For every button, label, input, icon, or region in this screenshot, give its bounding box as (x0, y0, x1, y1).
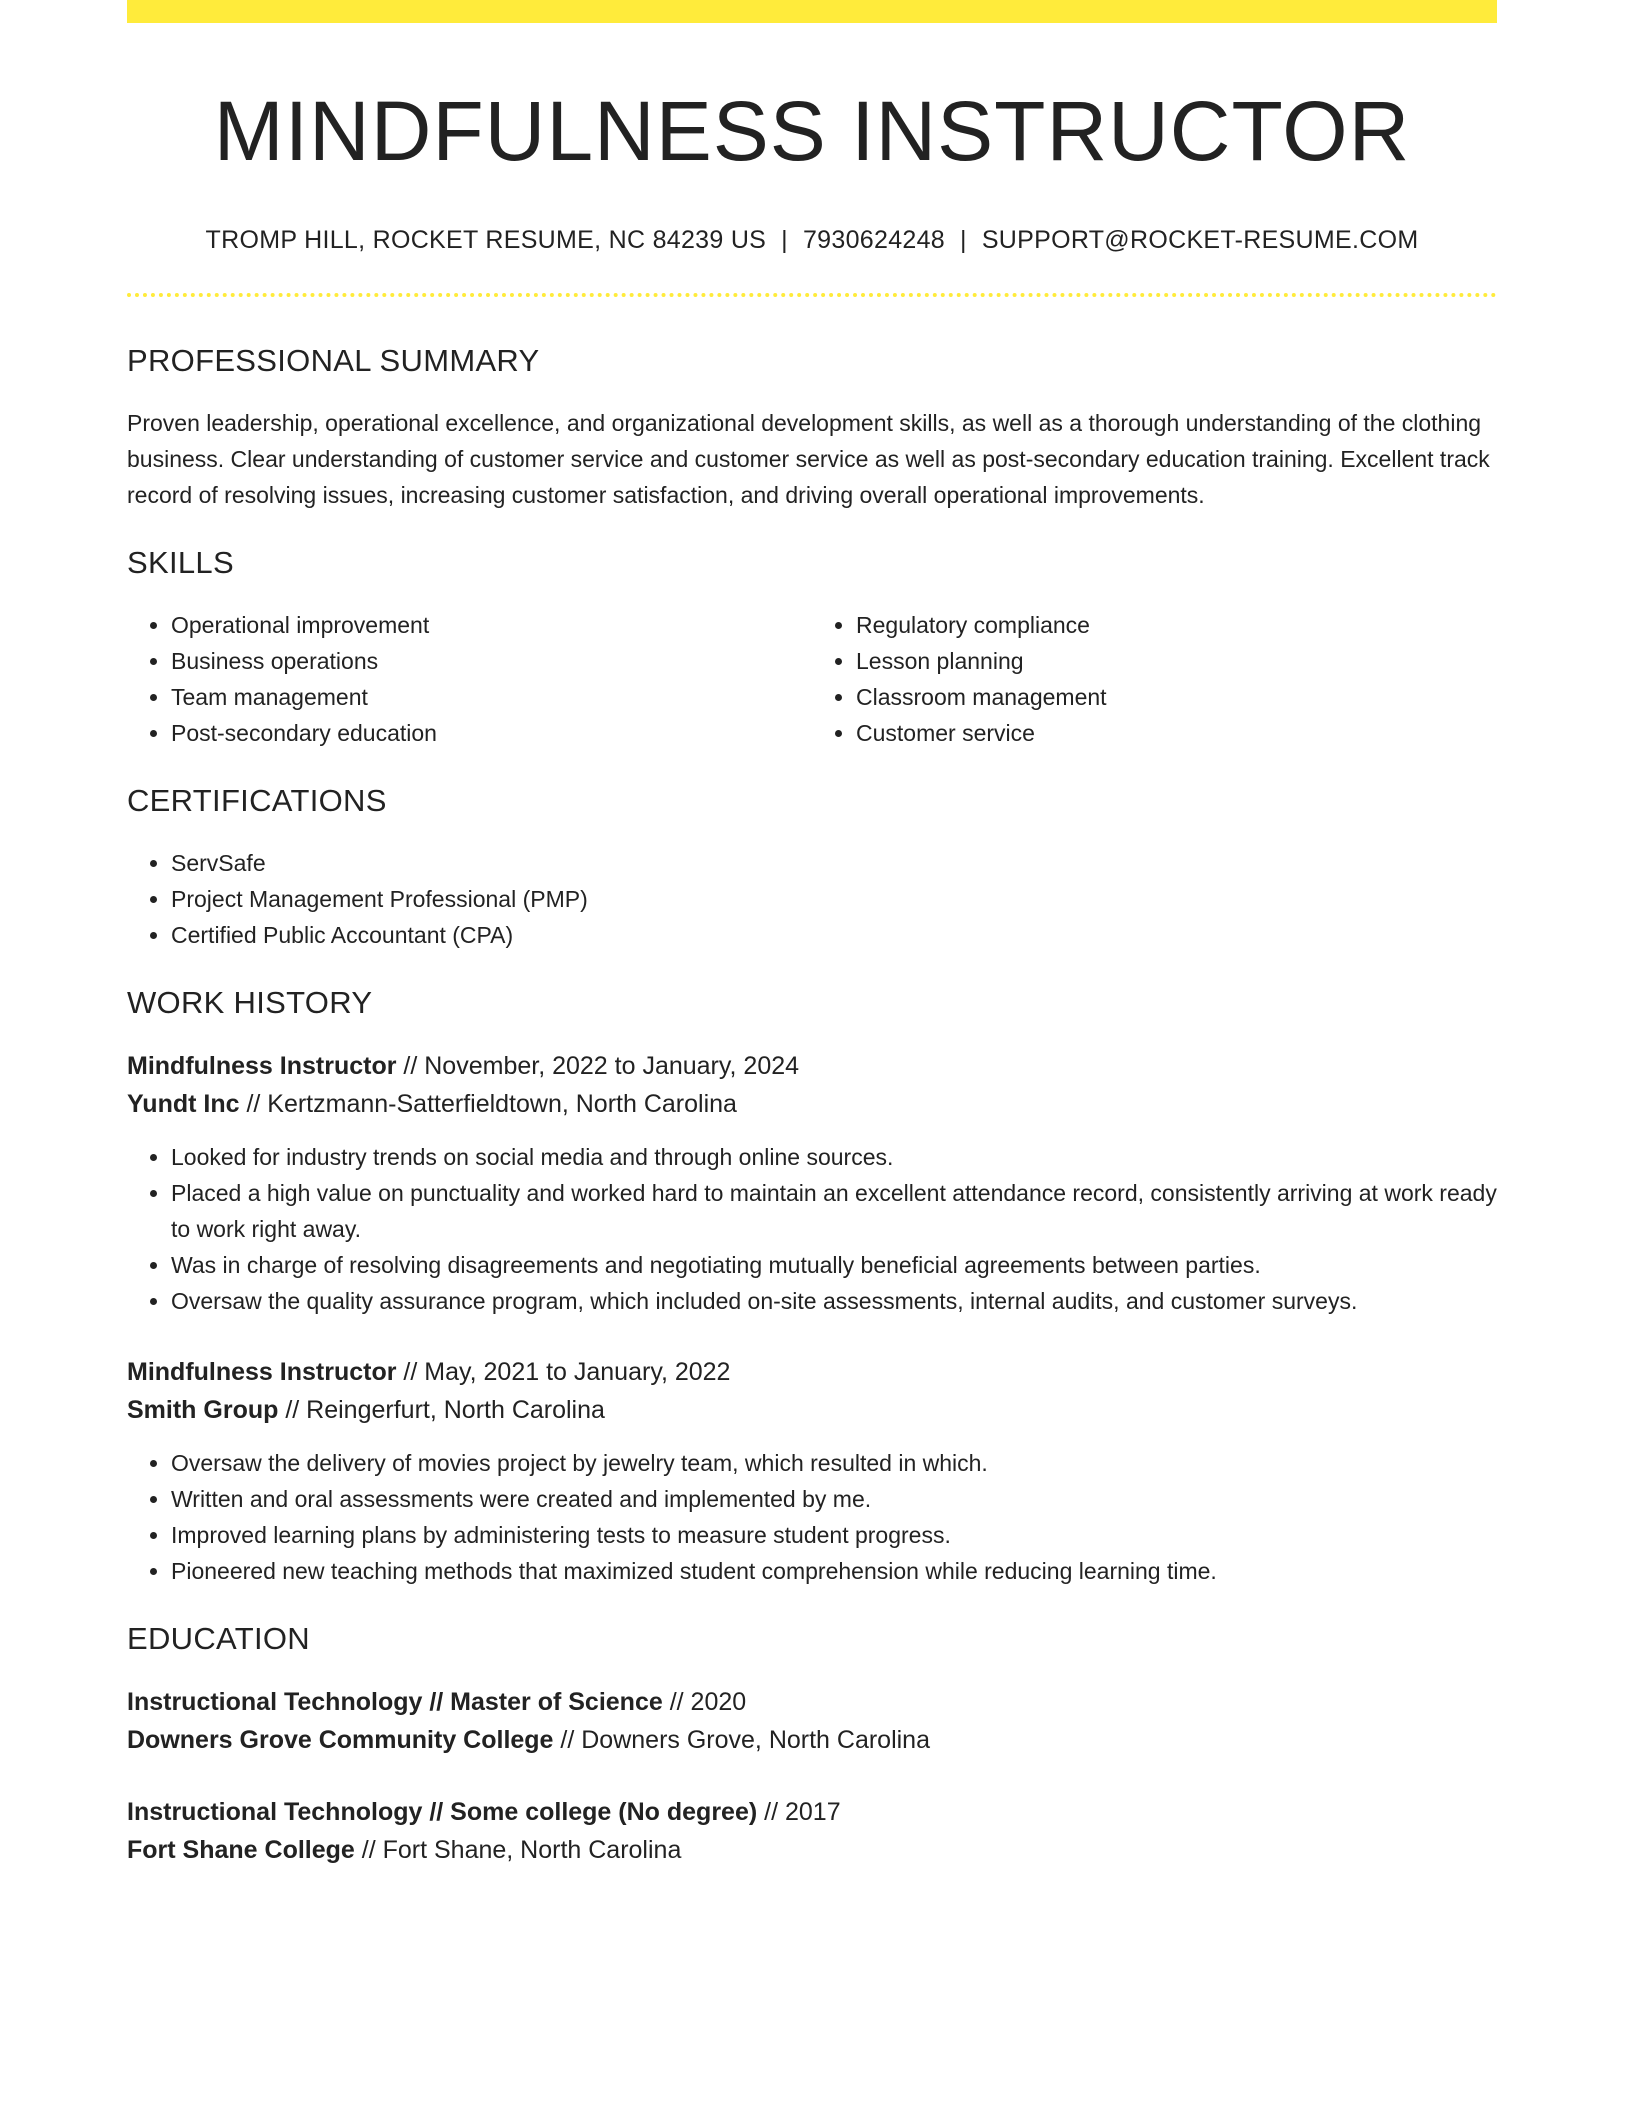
contact-separator: | (960, 226, 967, 254)
job-bullet: • Oversaw the delivery of movies project by jewelry team, which resulted in which. (171, 1445, 1497, 1481)
section-heading: PROFESSIONAL SUMMARY (127, 343, 540, 378)
skill-item: • Team management (171, 679, 812, 715)
education-degree-line (127, 1683, 1497, 1721)
education-entry (127, 1683, 1497, 1759)
skill-item: • Classroom management (856, 679, 1497, 715)
education-degree-line (127, 1793, 1497, 1831)
skill-item: • Regulatory compliance (856, 607, 1497, 643)
skill-item: • Operational improvement (171, 607, 812, 643)
job-company: Smith Group (127, 1396, 279, 1424)
skill-item: • Customer service (856, 715, 1497, 751)
job-title-line (127, 1353, 1497, 1391)
contact-line (127, 223, 1497, 257)
certifications-section (127, 781, 1497, 953)
education-school-line (127, 1831, 1497, 1869)
education-year: // 2017 (757, 1798, 841, 1826)
job-company: Yundt Inc (127, 1090, 240, 1118)
certification-item: • Certified Public Accountant (CPA) (171, 917, 1497, 953)
skill-item: • Business operations (171, 643, 812, 679)
education-entry (127, 1793, 1497, 1869)
skill-item: • Lesson planning (856, 643, 1497, 679)
education-degree: Instructional Technology // Some college (No degree) (127, 1798, 758, 1826)
job-bullet: • Looked for industry trends on social media and through online sources. (171, 1139, 1497, 1175)
certification-item: • Project Management Professional (PMP) (171, 881, 1497, 917)
education-year: // 2020 (662, 1688, 747, 1716)
section-heading: WORK HISTORY (127, 985, 373, 1020)
education-degree: Instructional Technology // Master of Science (127, 1688, 663, 1716)
skills-list-left (127, 607, 812, 751)
job-bullet: • Written and oral assessments were created and implemented by me. (171, 1481, 1497, 1517)
job-bullet: • Improved learning plans by administering tests to measure student progress. (171, 1517, 1497, 1553)
job-title: Mindfulness Instructor (127, 1052, 397, 1080)
section-heading: SKILLS (127, 545, 234, 580)
contact-separator: | (781, 226, 788, 254)
job-entry (127, 1353, 1497, 1589)
job-bullet: • Placed a high value on punctuality and worked hard to maintain an excellent attendance record, consistently arriving at work ready to work right away. (171, 1175, 1497, 1247)
section-heading: EDUCATION (127, 1621, 310, 1656)
resume-title: MINDFULNESS INSTRUCTOR (213, 84, 1411, 178)
job-entry (127, 1047, 1497, 1319)
skills-list-right (812, 607, 1497, 751)
job-location: // Reingerfurt, North Carolina (278, 1396, 605, 1424)
job-bullet: • Pioneered new teaching methods that maximized student comprehension while reducing learning time. (171, 1553, 1497, 1589)
dotted-divider (127, 293, 1497, 297)
education-location: // Downers Grove, North Carolina (553, 1726, 930, 1754)
job-dates: // May, 2021 to January, 2022 (396, 1358, 731, 1386)
job-bullets (127, 1445, 1497, 1589)
skills-columns (127, 607, 1497, 751)
job-bullet: • Oversaw the quality assurance program, which included on-site assessments, internal audits, and customer surveys. (171, 1283, 1497, 1319)
education-school: Fort Shane College (127, 1836, 355, 1864)
email: SUPPORT@ROCKET-RESUME.COM (981, 226, 1419, 254)
education-school-line (127, 1721, 1497, 1759)
job-title-line (127, 1047, 1497, 1085)
phone: 7930624248 (802, 226, 946, 254)
accent-bar (127, 0, 1497, 23)
section-heading: CERTIFICATIONS (127, 783, 387, 818)
job-company-line (127, 1085, 1497, 1123)
education-section (127, 1619, 1497, 1869)
summary-section (127, 341, 1497, 513)
job-bullet: • Was in charge of resolving disagreements and negotiating mutually beneficial agreements between parties. (171, 1247, 1497, 1283)
job-location: // Kertzmann-Satterfieldtown, North Carolina (239, 1090, 737, 1118)
job-title: Mindfulness Instructor (127, 1358, 397, 1386)
job-dates: // November, 2022 to January, 2024 (396, 1052, 800, 1080)
summary-text: Proven leadership, operational excellence, and organizational development skills, as well as a thorough understanding of the clothing business. Clear understanding of customer service and customer service as well as post-secondary education training. Excellent track record of resolving issues, increasing customer satisfaction, and driving overall operational improvements. (127, 410, 1490, 508)
education-school: Downers Grove Community College (127, 1726, 554, 1754)
job-company-line (127, 1391, 1497, 1429)
skill-item: • Post-secondary education (171, 715, 812, 751)
resume-page (127, 0, 1497, 1869)
certification-item: • ServSafe (171, 845, 1497, 881)
skills-section (127, 543, 1497, 751)
address: TROMP HILL, ROCKET RESUME, NC 84239 US (205, 226, 767, 254)
work-history-section (127, 983, 1497, 1589)
education-location: // Fort Shane, North Carolina (354, 1836, 682, 1864)
job-bullets (127, 1139, 1497, 1319)
certifications-list (127, 845, 1497, 953)
